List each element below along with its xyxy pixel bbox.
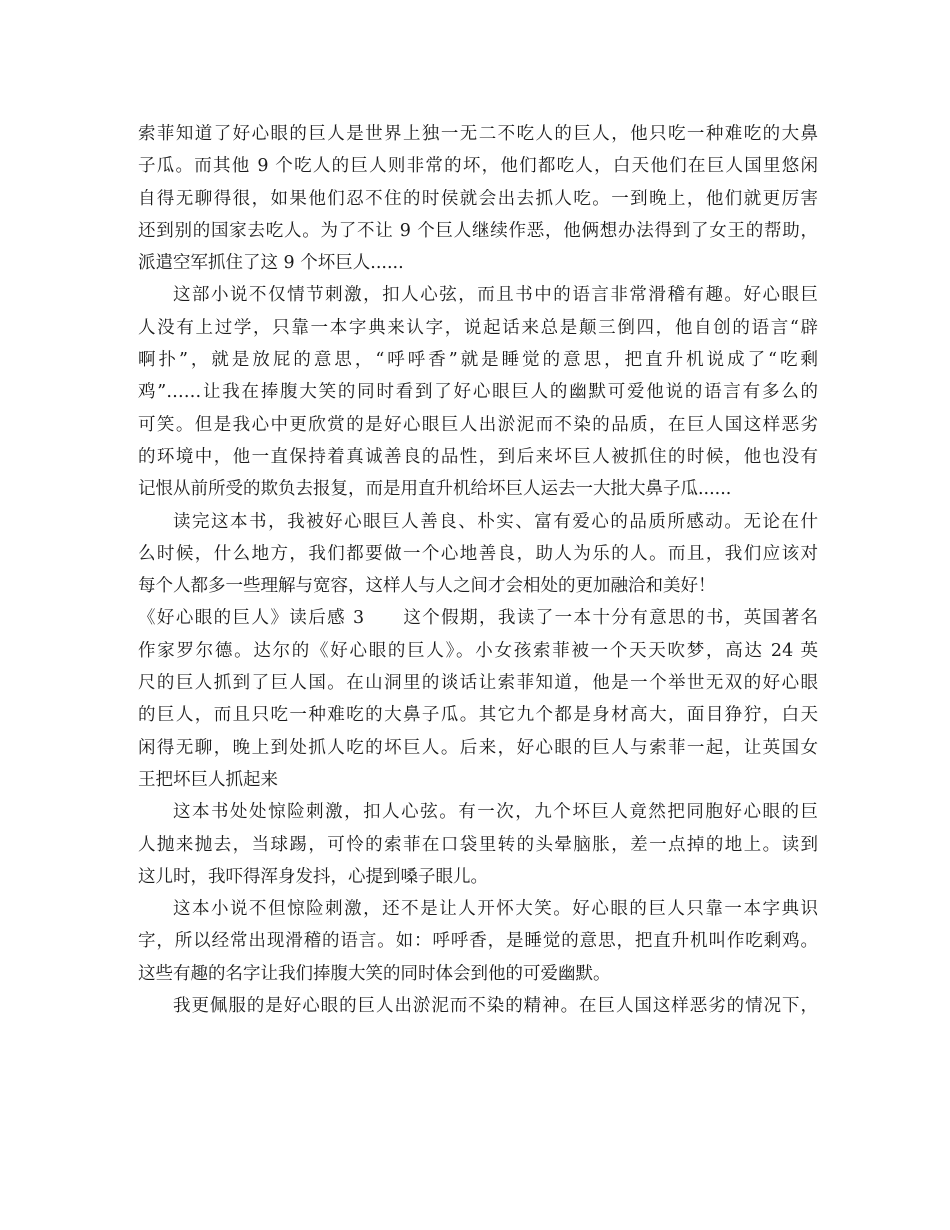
text-line: 王把坏巨人抓起来 [138,769,278,790]
text-line: 自得无聊得很，如果他们忍不住的时侯就会出去抓人吃。一到晚上，他们就更厉害 [138,188,818,209]
text-line: 子瓜。而其他 9 个吃人的巨人则非常的坏，他们都吃人，白天他们在巨人国里悠闲 [138,156,818,177]
text-line: 每个人都多一些理解与宽容，这样人与人之间才会相处的更加融洽和美好！ [138,576,716,597]
text-line: 人没有上过学，只靠一本字典来认字，说起话来总是颠三倒四，他自创的语言“辟 [138,317,818,338]
text-line: 派遣空军抓住了这 9 个坏巨人...... [138,253,404,274]
text-line: 我更佩服的是好心眼的巨人出淤泥而不染的精神。在巨人国这样恶劣的情况下， [173,996,818,1017]
text-line: 《好心眼的巨人》读后感 3 这个假期，我读了一本十分有意思的书，英国著名 [138,608,818,629]
text-line: 这部小说不仅情节刺激，扣人心弦，而且书中的语言非常滑稽有趣。好心眼巨 [173,285,818,306]
text-line: 记恨从前所受的欺负去报复，而是用直升机给坏巨人运去一大批大鼻子瓜...... [138,479,732,500]
text-line: 这本小说不但惊险刺激，还不是让人开怀大笑。好心眼的巨人只靠一本字典识 [173,899,818,920]
text-line: 读完这本书，我被好心眼巨人善良、朴实、富有爱心的品质所感动。无论在什 [173,511,818,532]
text-line: 可笑。但是我心中更欣赏的是好心眼巨人出淤泥而不染的品质，在巨人国这样恶劣 [138,414,818,435]
text-line: 的环境中，他一直保持着真诚善良的品性，到后来坏巨人被抓住的时候，他也没有 [138,446,818,467]
text-line: 么时候，什么地方，我们都要做一个心地善良，助人为乐的人。而且，我们应该对 [138,543,818,564]
text-line: 啊扑”，就是放屁的意思，“呼呼香”就是睡觉的意思，把直升机说成了“吃剩 [138,350,818,371]
text-line: 还到别的国家去吃人。为了不让 9 个巨人继续作恶，他俩想办法得到了女王的帮助， [138,220,818,241]
article-body [138,118,818,1022]
text-line: 这些有趣的名字让我们捧腹大笑的同时体会到他的可爱幽默。 [138,963,611,984]
text-line: 的巨人，而且只吃一种难吃的大鼻子瓜。其它九个都是身材高大，面目狰狞，白天 [138,705,818,726]
text-line: 作家罗尔德。达尔的《好心眼的巨人》。小女孩索菲被一个天天吹梦，高达 24 英 [138,640,818,661]
text-line: 尺的巨人抓到了巨人国。在山洞里的谈话让索菲知道，他是一个举世无双的好心眼 [138,673,818,694]
text-line: 这本书处处惊险刺激，扣人心弦。有一次，九个坏巨人竟然把同胞好心眼的巨 [173,802,818,823]
text-line: 人抛来抛去，当球踢，可怜的索菲在口袋里转的头晕脑胀，差一点掉的地上。读到 [138,834,818,855]
text-line: 字，所以经常出现滑稽的语言。如：呼呼香，是睡觉的意思，把直升机叫作吃剩鸡。 [138,931,818,952]
text-line: 这儿时，我吓得浑身发抖，心提到嗓子眼儿。 [138,866,488,887]
text-line: 索菲知道了好心眼的巨人是世界上独一无二不吃人的巨人，他只吃一种难吃的大鼻 [138,124,818,144]
text-line: 闲得无聊，晚上到处抓人吃的坏巨人。后来，好心眼的巨人与索菲一起，让英国女 [138,737,818,758]
text-line: 鸡”……让我在捧腹大笑的同时看到了好心眼巨人的幽默可爱他说的语言有多么的 [138,382,818,403]
